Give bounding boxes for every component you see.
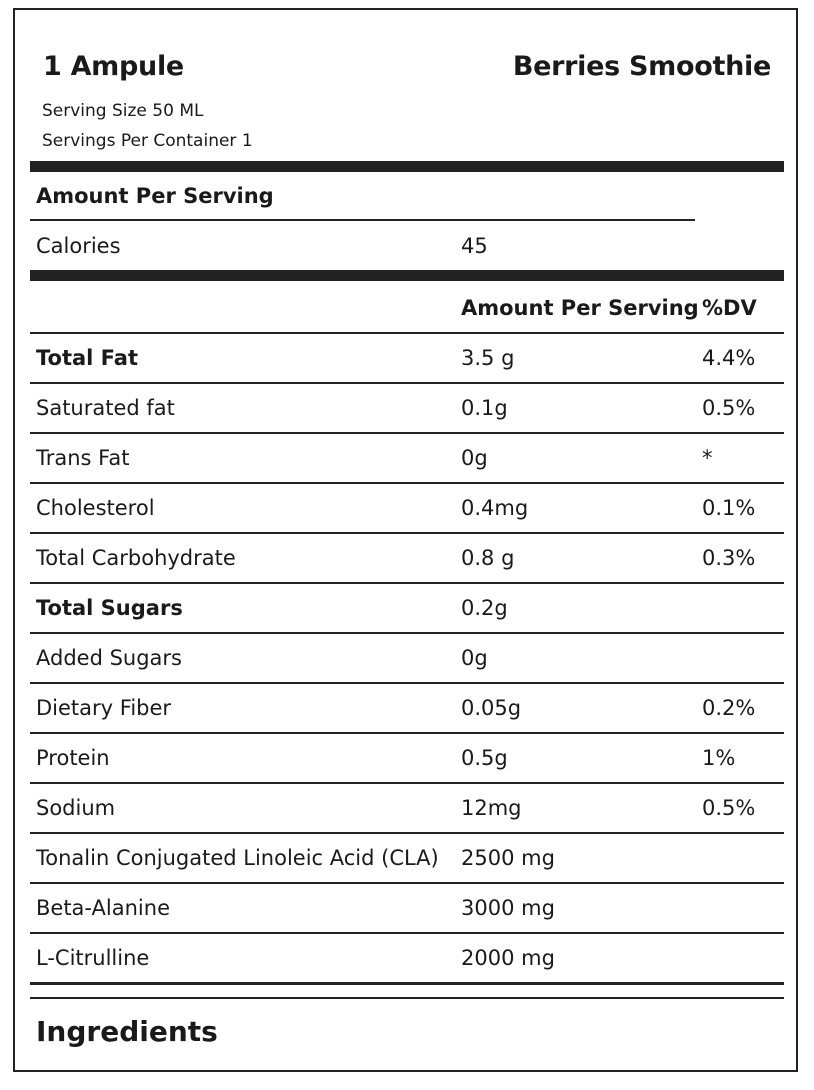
nutrient-amount: 0g bbox=[461, 646, 488, 670]
nutrient-name: Protein bbox=[36, 746, 110, 770]
divider bbox=[30, 219, 695, 221]
nutrient-dv: 0.5% bbox=[702, 796, 756, 820]
nutrient-name: Beta-Alanine bbox=[36, 896, 170, 920]
nutrient-dv: 0.3% bbox=[702, 546, 756, 570]
row-divider bbox=[30, 482, 784, 484]
nutrient-amount: 0.5g bbox=[461, 746, 508, 770]
nutrient-amount: 0.8 g bbox=[461, 546, 515, 570]
nutrient-amount: 0.4mg bbox=[461, 496, 529, 520]
row-divider bbox=[30, 382, 784, 384]
nutrient-dv: * bbox=[702, 446, 713, 470]
nutrient-amount: 0.1g bbox=[461, 396, 508, 420]
dv-column-header: %DV bbox=[702, 296, 757, 320]
nutrient-dv: 1% bbox=[702, 746, 736, 770]
nutrient-dv: 4.4% bbox=[702, 346, 756, 370]
divider bbox=[30, 982, 784, 985]
nutrient-dv: 0.5% bbox=[702, 396, 756, 420]
nutrient-amount: 12mg bbox=[461, 796, 522, 820]
nutrient-name: Tonalin Conjugated Linoleic Acid (CLA) bbox=[36, 846, 439, 870]
nutrient-name: Total Carbohydrate bbox=[36, 546, 236, 570]
nutrient-name: Added Sugars bbox=[36, 646, 182, 670]
row-divider bbox=[30, 932, 784, 934]
row-divider bbox=[30, 882, 784, 884]
nutrient-dv: 0.2% bbox=[702, 696, 756, 720]
row-divider bbox=[30, 732, 784, 734]
nutrient-name: Sodium bbox=[36, 796, 116, 820]
divider bbox=[30, 332, 784, 334]
row-divider bbox=[30, 632, 784, 634]
nutrient-amount: 2000 mg bbox=[461, 946, 555, 970]
row-divider bbox=[30, 832, 784, 834]
amount-per-serving-heading: Amount Per Serving bbox=[36, 184, 274, 208]
nutrient-amount: 3.5 g bbox=[461, 346, 515, 370]
row-divider bbox=[30, 682, 784, 684]
row-divider bbox=[30, 782, 784, 784]
thick-divider bbox=[30, 161, 784, 172]
serving-name: 1 Ampule bbox=[43, 51, 184, 82]
row-divider bbox=[30, 582, 784, 584]
thick-divider bbox=[30, 270, 784, 281]
nutrient-dv: 0.1% bbox=[702, 496, 756, 520]
nutrient-name: L-Citrulline bbox=[36, 946, 150, 970]
nutrient-name: Trans Fat bbox=[36, 446, 130, 470]
calories-value: 45 bbox=[461, 234, 488, 258]
nutrient-amount: 3000 mg bbox=[461, 896, 555, 920]
nutrient-name: Total Fat bbox=[36, 346, 139, 370]
row-divider bbox=[30, 432, 784, 434]
nutrient-name: Dietary Fiber bbox=[36, 696, 172, 720]
amount-column-header: Amount Per Serving bbox=[461, 296, 699, 320]
servings-per-container: Servings Per Container 1 bbox=[42, 131, 253, 151]
nutrient-name: Saturated fat bbox=[36, 396, 175, 420]
calories-label: Calories bbox=[36, 234, 121, 258]
serving-size: Serving Size 50 ML bbox=[42, 101, 204, 121]
nutrient-name: Total Sugars bbox=[36, 596, 183, 620]
divider bbox=[30, 997, 784, 999]
nutrient-amount: 0.05g bbox=[461, 696, 522, 720]
nutrient-amount: 2500 mg bbox=[461, 846, 555, 870]
nutrient-amount: 0g bbox=[461, 446, 488, 470]
nutrient-amount: 0.2g bbox=[461, 596, 508, 620]
nutrient-name: Cholesterol bbox=[36, 496, 155, 520]
flavor-name: Berries Smoothie bbox=[512, 51, 771, 82]
row-divider bbox=[30, 532, 784, 534]
ingredients-heading: Ingredients bbox=[36, 1015, 218, 1048]
